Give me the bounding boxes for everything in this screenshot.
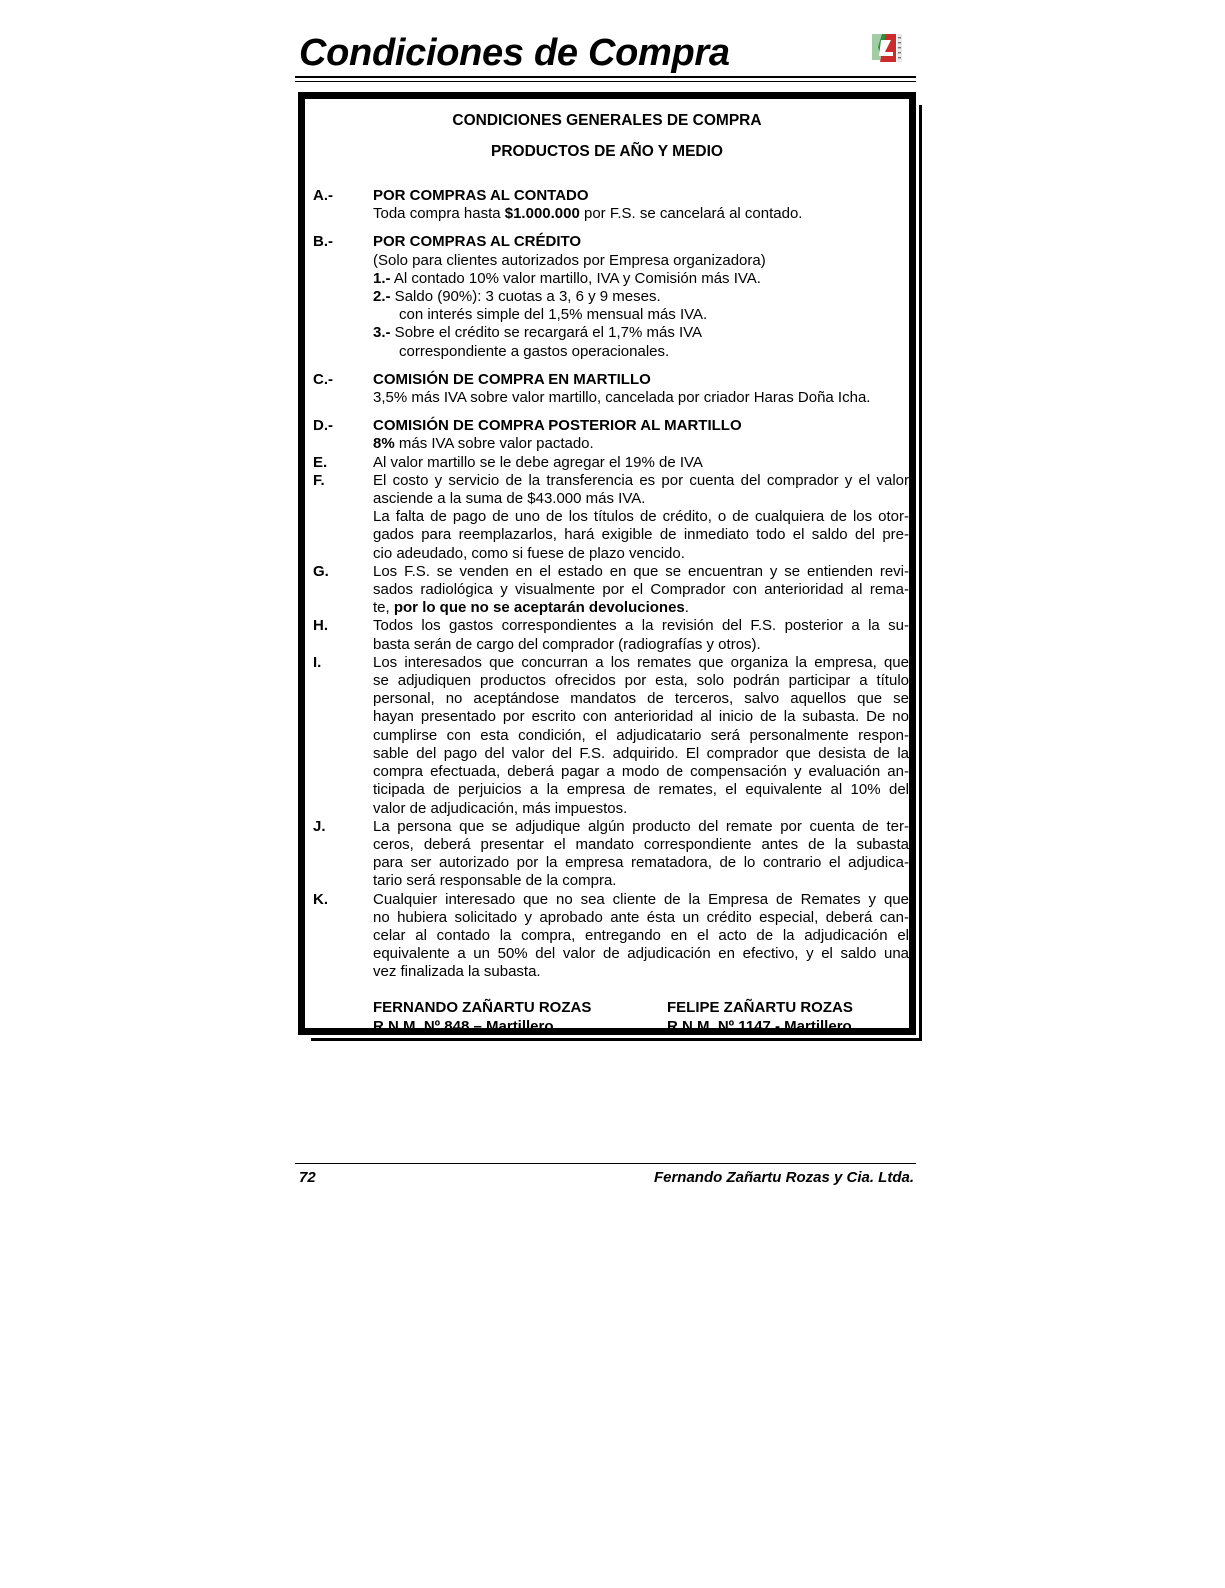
section-letter: G.: [313, 562, 329, 580]
text-line: cumplirse con esta condición, el adjudicatario será personalmente respon-: [373, 726, 909, 744]
text-line: valor de adjudicación, más impuestos.: [373, 799, 628, 817]
text-line: La falta de pago de uno de los títulos de crédito, o de cualquiera de los otor-: [373, 508, 909, 526]
section-text: Toda compra hasta $1.000.000 por F.S. se cancelará al contado.: [373, 205, 803, 223]
section-i: [313, 654, 909, 818]
section-text: 8% más IVA sobre valor pactado.: [373, 435, 594, 453]
text-line: asciende a la suma de $43.000 más IVA.: [373, 490, 646, 508]
text-line: celar al contado la compra, entregando en el acto de la adjudicación el: [373, 926, 909, 944]
section-letter: K.: [313, 890, 328, 908]
text-line: no hubiera solicitado y aprobado ante ésta un crédito especial, deberá can-: [373, 908, 909, 926]
signature-right: [667, 999, 853, 1036]
credit-item-2-cont: con interés simple del 1,5% mensual más IVA.: [399, 306, 708, 324]
credit-item-3-cont: correspondiente a gastos operacionales.: [399, 342, 670, 360]
section-letter: I.: [313, 653, 322, 671]
box-subtitle: PRODUCTOS DE AÑO Y MEDIO: [491, 143, 723, 160]
page-title: Condiciones de Compra: [299, 32, 730, 74]
section-h: [313, 617, 909, 653]
section-heading: POR COMPRAS AL CRÉDITO: [373, 233, 582, 251]
signature-registration: R.N.M. Nº 848 – Martillero: [373, 1017, 554, 1035]
signature-name: FELIPE ZAÑARTU ROZAS: [667, 999, 853, 1016]
credit-item-1: 1.- Al contado 10% valor martillo, IVA y Comisión más IVA.: [373, 269, 761, 287]
section-text: Al valor martillo se le debe agregar el 19% de IVA: [373, 453, 703, 471]
company-logo-icon: [866, 30, 906, 66]
text-line: sable del pago del valor del F.S. adquirido. El comprador que desista de la: [373, 744, 909, 762]
section-c: [313, 371, 909, 407]
section-heading: COMISIÓN DE COMPRA POSTERIOR AL MARTILLO: [373, 417, 742, 435]
section-d: [313, 417, 909, 453]
section-g: [313, 563, 909, 618]
signature-name: FERNANDO ZAÑARTU ROZAS: [373, 999, 592, 1016]
text-line: ceros, deberá presentar el mandato correspondiente antes de la subasta: [373, 835, 909, 853]
company-name: Fernando Zañartu Rozas y Cia. Ltda.: [653, 1169, 914, 1186]
text-line: gados para reemplazarlos, hará exigible de inmediato todo el saldo del pre-: [373, 526, 909, 544]
box-title: CONDICIONES GENERALES DE COMPRA: [452, 112, 762, 129]
text-line: tario será responsable de la compra.: [373, 872, 617, 890]
text-line: vez finalizada la subasta.: [373, 963, 541, 981]
section-letter: H.: [313, 617, 328, 635]
section-b: [313, 233, 909, 360]
text-line: sados radiológica y visualmente por el Comprador con anterioridad al rema-: [373, 581, 909, 599]
text-line: La persona que se adjudique algún producto del remate por cuenta de ter-: [373, 817, 909, 835]
section-letter: B.-: [313, 233, 333, 251]
text-line: basta serán de cargo del comprador (radiografías y otros).: [373, 635, 761, 653]
section-f: [313, 472, 909, 563]
credit-item-3: 3.- Sobre el crédito se recargará el 1,7% más IVA: [373, 324, 703, 342]
section-e: [313, 454, 909, 472]
text-line: Los F.S. se venden en el estado en que se encuentran y se entienden revi-: [373, 562, 909, 580]
text-line: se adjudiquen productos ofrecidos por esta, solo podrán participar a título: [373, 672, 909, 690]
section-letter: C.-: [313, 370, 333, 388]
text-line: cio adeudado, como si fuese de plazo vencido.: [373, 544, 685, 562]
section-j: [313, 818, 909, 891]
text-line: para ser autorizado por la empresa rematadora, de lo contrario el adjudica-: [373, 854, 909, 872]
section-heading: COMISIÓN DE COMPRA EN MARTILLO: [373, 370, 651, 388]
text-line: ticipada de perjuicios a la empresa de remates, el equivalente al 10% del: [373, 781, 909, 799]
section-text: 3,5% más IVA sobre valor martillo, cancelada por criador Haras Doña Icha.: [373, 389, 871, 407]
header-rule: [295, 76, 916, 78]
text-line: El costo y servicio de la transferencia es por cuenta del comprador y el valor: [373, 471, 909, 489]
section-letter: E.: [313, 453, 328, 471]
section-letter: F.: [313, 471, 325, 489]
section-letter: A.-: [313, 187, 333, 204]
section-letter: D.-: [313, 417, 333, 435]
conditions-list: [313, 187, 909, 982]
text-line: Los interesados que concurran a los remates que organiza la empresa, que: [373, 653, 909, 671]
text-line: equivalente a un 50% del valor de adjudicación en efectivo, y el saldo una: [373, 945, 909, 963]
section-heading: POR COMPRAS AL CONTADO: [373, 187, 589, 204]
text-line: te, por lo que no se aceptarán devoluciones.: [373, 599, 689, 617]
signature-left: [373, 999, 591, 1036]
section-a: [313, 187, 909, 223]
header-rule-thin: [295, 81, 916, 82]
text-line: hayan presentado por escrito con anterioridad al inicio de la subasta. De no: [373, 708, 909, 726]
section-letter: J.: [313, 817, 326, 835]
text-line: Cualquier interesado que no sea cliente de la Empresa de Remates y que: [373, 890, 909, 908]
text-line: compra efectuada, deberá pagar a modo de compensación y evaluación an-: [373, 763, 909, 781]
footer-rule: [295, 1163, 916, 1164]
conditions-box: [298, 92, 916, 1035]
credit-item-2: 2.- Saldo (90%): 3 cuotas a 3, 6 y 9 meses.: [373, 288, 661, 306]
text-line: personal, no aceptándose mandatos de terceros, salvo aquellos que se: [373, 690, 909, 708]
section-k: [313, 891, 909, 982]
text-line: Todos los gastos correspondientes a la revisión del F.S. posterior a la su-: [373, 617, 909, 635]
page-number: 72: [299, 1169, 316, 1186]
signature-registration: R.N.M. Nº 1147 - Martillero: [667, 1017, 852, 1035]
section-note: (Solo para clientes autorizados por Empresa organizadora): [373, 251, 766, 269]
